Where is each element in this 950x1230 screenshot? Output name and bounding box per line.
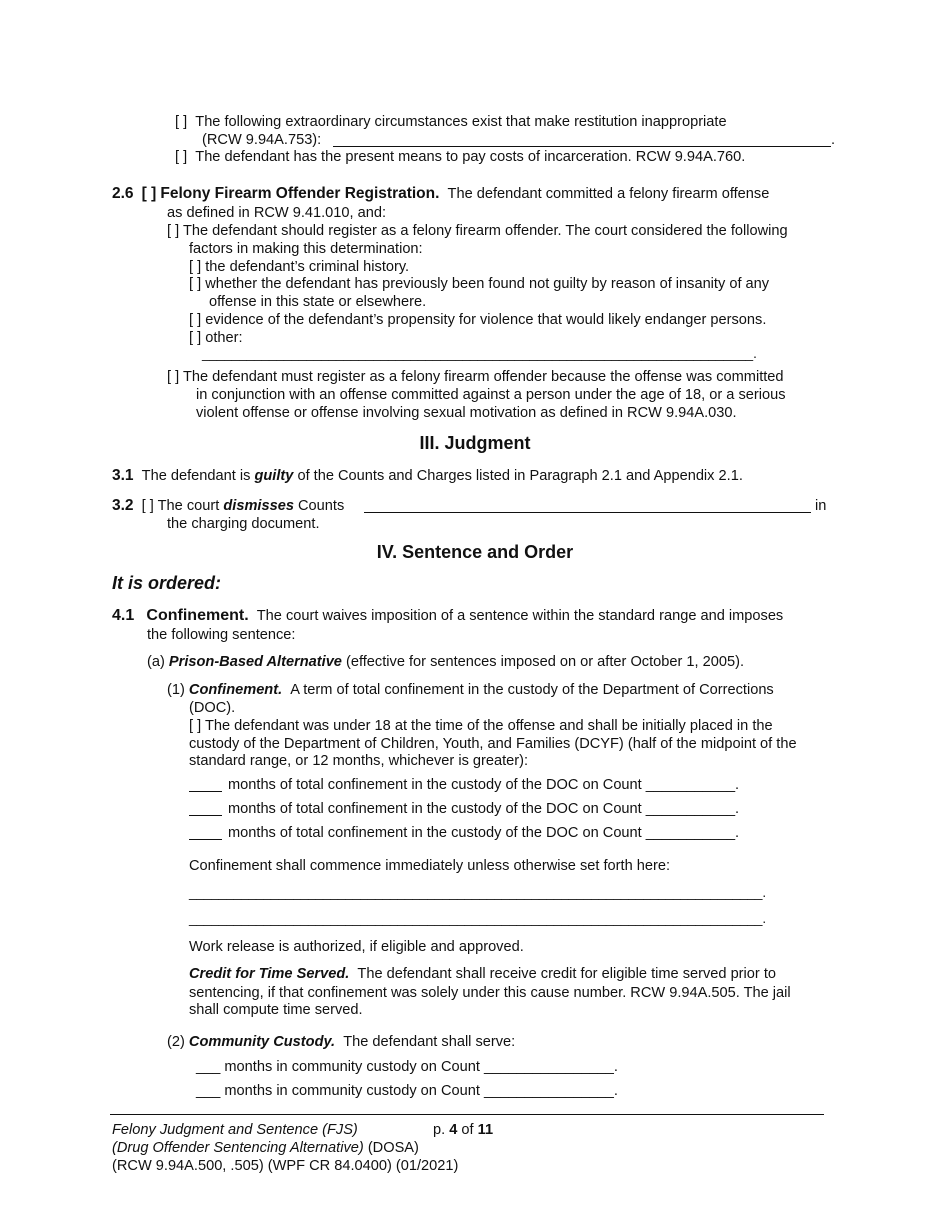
restitution-extraordinary: [ ] The following extraordinary circumstances exist that make restitution inappropriate — [175, 114, 727, 130]
section-2-6-heading: 2.6 [ ] Felony Firearm Offender Registration. The defendant committed a felony firearm offense — [112, 185, 770, 202]
factor-insanity: [ ] whether the defendant has previously been found not guilty by reason of insanity of any — [189, 276, 770, 292]
confinement-term: (1) Confinement. A term of total confinement in the custody of the Department of Corrections — [167, 682, 774, 698]
should-register-line2: factors in making this determination: — [189, 241, 423, 257]
commence-blank[interactable]: _____________________________________________________________________________. — [189, 911, 767, 926]
commence-text: Confinement shall commence immediately unless otherwise set forth here: — [189, 858, 671, 874]
section-title: Felony Firearm Offender Registration. — [160, 185, 440, 202]
months-blank[interactable] — [189, 815, 222, 816]
must-register: [ ] The defendant must register as a felony firearm offender because the offense was committed — [167, 369, 784, 385]
sentence-heading: IV. Sentence and Order — [376, 542, 574, 562]
under-18-line3: standard range, or 12 months, whichever is greater): — [189, 753, 529, 769]
checkbox[interactable]: [ ] — [167, 369, 180, 385]
under-18-line2: custody of the Department of Children, Youth, and Families (DCYF) (half of the midpoint of the — [189, 736, 797, 752]
community-custody-row: ___ months in community custody on Count ________________. — [196, 1059, 618, 1075]
section-4-1-line2: the following sentence: — [147, 627, 296, 643]
months-row: months of total confinement in the custody of the DOC on Count ___________. — [228, 777, 740, 793]
should-register: [ ] The defendant should register as a felony firearm offender. The court considered the following — [167, 223, 788, 239]
months-row: months of total confinement in the custody of the DOC on Count ___________. — [228, 801, 740, 817]
must-register-line3: violent offense or offense involving sexual motivation as defined in RCW 9.94A.030. — [196, 405, 737, 421]
checkbox[interactable]: [ ] — [189, 276, 202, 292]
checkbox[interactable]: [ ] — [189, 312, 202, 328]
restitution-means: [ ] The defendant has the present means to pay costs of incarceration. RCW 9.94A.760. — [175, 149, 746, 165]
under-18: [ ] The defendant was under 18 at the time of the offense and shall be initially placed in the — [189, 718, 773, 734]
factor-insanity-line2: offense in this state or elsewhere. — [209, 294, 427, 310]
section-3-2-in: in — [815, 498, 827, 514]
confinement-term-line2: (DOC). — [189, 700, 236, 716]
footer-line2: (Drug Offender Sentencing Alternative) (DOSA) — [112, 1140, 419, 1156]
ordered-heading: It is ordered: — [112, 573, 222, 593]
other-blank[interactable]: __________________________________________________________________________. — [202, 346, 757, 361]
factor-violence: [ ] evidence of the defendant’s propensity for violence that would likely endanger persons. — [189, 312, 767, 328]
section-3-2: 3.2 [ ] The court dismisses Counts — [112, 497, 345, 514]
months-blank[interactable] — [189, 791, 222, 792]
factor-other: [ ] other: — [189, 330, 243, 346]
checkbox[interactable]: [ ] — [175, 149, 188, 165]
section-3-1: 3.1 The defendant is guilty of the Counts and Charges listed in Paragraph 2.1 and Appendix 2.1. — [112, 467, 743, 484]
footer-title: Felony Judgment and Sentence (FJS) — [112, 1122, 358, 1138]
judgment-heading: III. Judgment — [419, 433, 531, 453]
footer-divider — [110, 1114, 824, 1115]
checkbox[interactable]: [ ] — [175, 114, 188, 130]
factor-criminal-history: [ ] the defendant’s criminal history. — [189, 259, 410, 275]
months-row: months of total confinement in the custody of the DOC on Count ___________. — [228, 825, 740, 841]
restitution-rcw: (RCW 9.94A.753): — [202, 132, 322, 148]
checkbox[interactable]: [ ] — [189, 259, 202, 275]
footer-page-number: p. 4 of 11 — [433, 1122, 494, 1138]
checkbox[interactable]: [ ] — [141, 185, 157, 202]
commence-blank[interactable]: _____________________________________________________________________________. — [189, 885, 767, 900]
section-3-2-line2: the charging document. — [167, 516, 320, 532]
community-custody-row: ___ months in community custody on Count ________________. — [196, 1083, 618, 1099]
checkbox[interactable]: [ ] — [189, 330, 202, 346]
prison-based-alternative: (a) Prison-Based Alternative (effective for sentences imposed on or after October 1, 2005). — [147, 654, 745, 670]
footer-line3: (RCW 9.94A.500, .505) (WPF CR 84.0400) (01/2021) — [112, 1158, 459, 1174]
credit-line2: sentencing, if that confinement was solely under this cause number. RCW 9.94A.505. The jail — [189, 985, 791, 1001]
work-release: Work release is authorized, if eligible and approved. — [189, 939, 524, 955]
restitution-period: . — [831, 132, 836, 148]
restitution-blank[interactable] — [333, 146, 831, 147]
checkbox[interactable]: [ ] — [189, 718, 202, 734]
credit-time-served: Credit for Time Served. The defendant shall receive credit for eligible time served prior to — [189, 966, 776, 982]
community-custody: (2) Community Custody. The defendant shall serve: — [167, 1034, 516, 1050]
checkbox[interactable]: [ ] — [167, 223, 180, 239]
section-4-1: 4.1 Confinement. The court waives imposition of a sentence within the standard range and imposes — [112, 607, 784, 624]
months-blank[interactable] — [189, 839, 222, 840]
section-2-6-line2: as defined in RCW 9.41.010, and: — [167, 205, 387, 221]
dismissed-counts-blank[interactable] — [364, 512, 811, 513]
must-register-line2: in conjunction with an offense committed against a person under the age of 18, or a serious — [196, 387, 786, 403]
checkbox[interactable]: [ ] — [141, 498, 154, 514]
credit-line3: shall compute time served. — [189, 1002, 363, 1018]
